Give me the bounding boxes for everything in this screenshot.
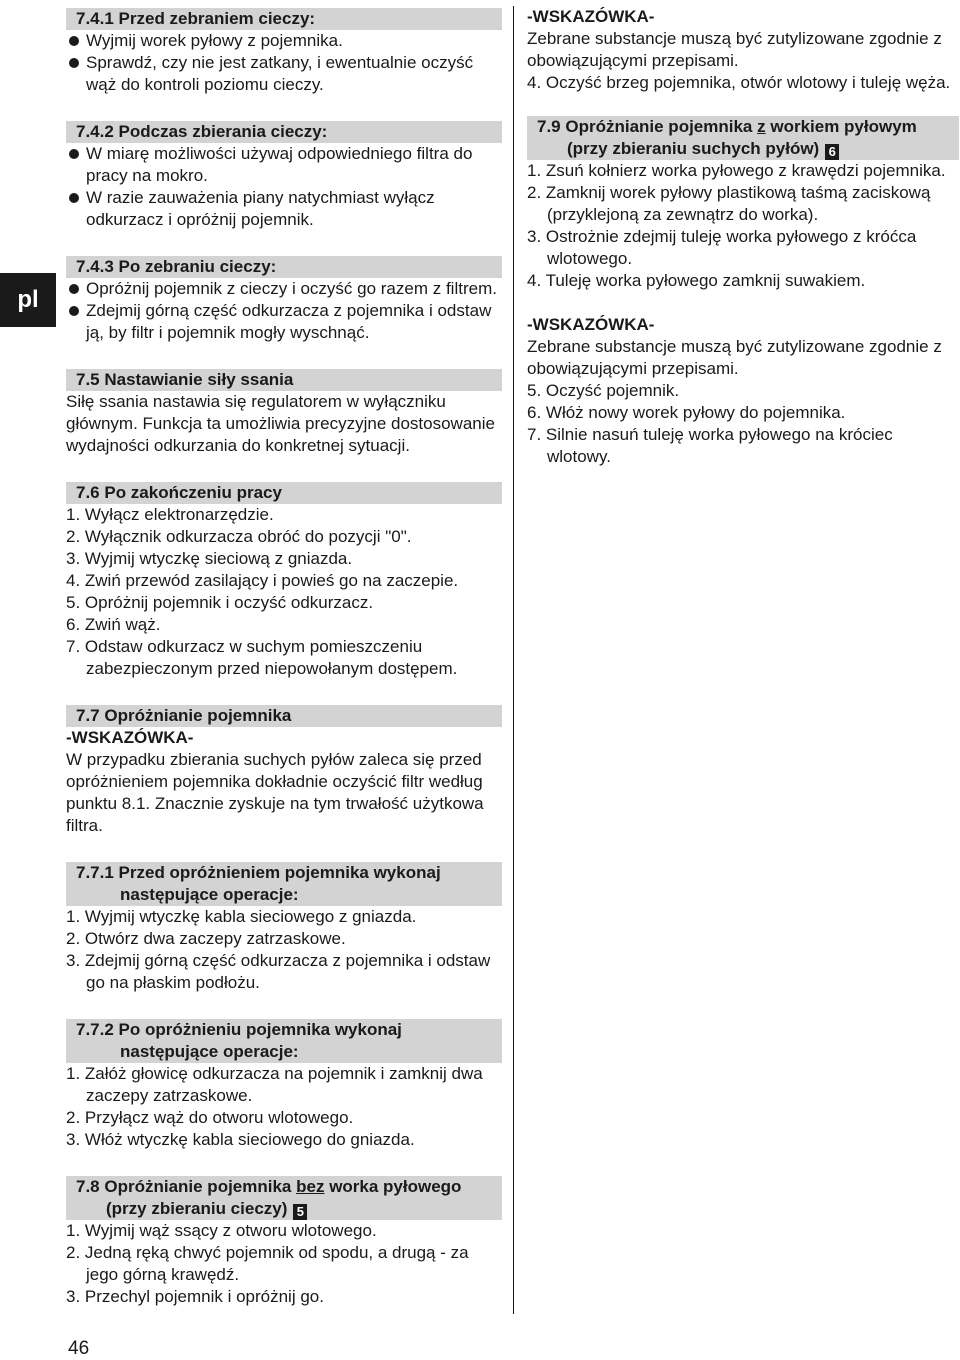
bullet-item: Zdejmij górną część odkurzacza z pojemnika i odstaw ją, by filtr i pojemnik mogły wyschnąć.	[66, 300, 502, 344]
section-7-7-1	[66, 862, 502, 994]
list-item: 3. Wyjmij wtyczkę sieciową z gniazda.	[66, 549, 353, 568]
bullet-item: W miarę możliwości używaj odpowiedniego filtra do pracy na mokro.	[66, 143, 502, 187]
figure-reference-icon: 6	[825, 144, 839, 160]
heading-line	[537, 138, 955, 160]
list-item: 7. Odstaw odkurzacz w suchym pomieszczeniu zabezpieczonym przed niepowołanym dostępem.	[66, 637, 458, 678]
list-item: 3. Przechyl pojemnik i opróżnij go.	[66, 1287, 324, 1306]
section-heading: 7.6 Po zakończeniu pracy	[66, 482, 502, 504]
heading-text: (przy zbieraniu cieczy)	[106, 1199, 288, 1218]
heading-line	[76, 1198, 498, 1220]
heading-emphasis: bez	[296, 1177, 325, 1196]
paragraph: Zebrane substancje muszą być zutylizowane zgodnie z obowiązującymi przepisami.	[527, 29, 942, 70]
paragraph: Zebrane substancje muszą być zutylizowane zgodnie z obowiązującymi przepisami.	[527, 337, 942, 378]
page-number: 46	[68, 1338, 90, 1359]
list-item: 4. Oczyść brzeg pojemnika, otwór wlotowy i tuleję węża.	[527, 73, 951, 92]
list-item: 3. Zdejmij górną część odkurzacza z pojemnika i odstaw go na płaskim podłożu.	[66, 951, 491, 992]
list-item: 1. Wyjmij wtyczkę kabla sieciowego z gniazda.	[66, 907, 417, 926]
section-7-4-3	[66, 256, 502, 344]
list-item: 2. Przyłącz wąż do otworu wlotowego.	[66, 1108, 354, 1127]
section-heading	[66, 1176, 502, 1220]
list-item: 5. Oczyść pojemnik.	[527, 381, 680, 400]
list-item: 6. Włóż nowy worek pyłowy do pojemnika.	[527, 403, 846, 422]
section-7-6	[66, 482, 502, 680]
section-heading: 7.4.3 Po zebraniu cieczy:	[66, 256, 502, 278]
section-7-7	[66, 705, 502, 837]
heading-line: następujące operacje:	[120, 885, 299, 904]
heading-text: (przy zbieraniu suchych pyłów)	[567, 139, 820, 158]
figure-reference-icon: 5	[293, 1204, 307, 1220]
section-heading	[66, 862, 502, 906]
list-item: 7. Silnie nasuń tuleję worka pyłowego na króciec wlotowy.	[527, 425, 893, 466]
left-column	[66, 8, 502, 1333]
section-heading: 7.4.2 Podczas zbierania cieczy:	[66, 121, 502, 143]
note-block	[527, 6, 959, 94]
list-item: 2. Zamknij worek pyłowy plastikową taśmą zaciskową (przyklejoną za zewnątrz do worka).	[527, 183, 931, 224]
section-7-4-1	[66, 8, 502, 96]
language-tab: pl	[0, 273, 56, 327]
note-label: -WSKAZÓWKA-	[527, 7, 655, 26]
list-item: 1. Wyjmij wąż ssący z otworu wlotowego.	[66, 1221, 377, 1240]
bullet-item: Wyjmij worek pyłowy z pojemnika.	[66, 30, 502, 52]
section-heading	[66, 1019, 502, 1063]
heading-text: 7.9 Opróżnianie pojemnika	[537, 117, 758, 136]
section-heading	[527, 116, 959, 160]
bullet-item: Sprawdź, czy nie jest zatkany, i ewentualnie oczyść wąż do kontroli poziomu cieczy.	[66, 52, 502, 96]
heading-line: 7.7.1 Przed opróżnieniem pojemnika wykonaj	[76, 863, 441, 882]
section-7-7-2	[66, 1019, 502, 1151]
list-item: 5. Opróżnij pojemnik i oczyść odkurzacz.	[66, 593, 374, 612]
list-item: 2. Jedną ręką chwyć pojemnik od spodu, a drugą - za jego górną krawędź.	[66, 1243, 469, 1284]
list-item: 2. Otwórz dwa zaczepy zatrzaskowe.	[66, 929, 346, 948]
heading-text: workiem pyłowym	[765, 117, 917, 136]
heading-text: 7.8 Opróżnianie pojemnika	[76, 1177, 297, 1196]
paragraph: W przypadku zbierania suchych pyłów zaleca się przed opróżnieniem pojemnika dokładnie oczyścić filtr według punktu 8.1. Znacznie zyskuje na tym trwałość użytkowa filtra.	[66, 750, 484, 835]
note-label: -WSKAZÓWKA-	[527, 315, 655, 334]
section-heading: 7.5 Nastawianie siły ssania	[66, 369, 502, 391]
list-item: 4. Zwiń przewód zasilający i powieś go na zaczepie.	[66, 571, 459, 590]
list-item: 4. Tuleję worka pyłowego zamknij suwakiem.	[527, 271, 866, 290]
bullet-item: W razie zauważenia piany natychmiast wyłącz odkurzacz i opróżnij pojemnik.	[66, 187, 502, 231]
heading-text: worka pyłowego	[324, 1177, 462, 1196]
list-item: 1. Wyłącz elektronarzędzie.	[66, 505, 274, 524]
column-divider	[513, 6, 514, 1314]
section-7-4-2	[66, 121, 502, 231]
section-7-9	[527, 116, 959, 468]
section-7-8	[66, 1176, 502, 1308]
note-label: -WSKAZÓWKA-	[66, 728, 194, 747]
list-item: 3. Ostrożnie zdejmij tuleję worka pyłowego z króćca wlotowego.	[527, 227, 917, 268]
heading-emphasis: z	[757, 117, 766, 136]
section-heading: 7.4.1 Przed zebraniem cieczy:	[66, 8, 502, 30]
list-item: 2. Wyłącznik odkurzacza obróć do pozycji "0".	[66, 527, 412, 546]
paragraph: Siłę ssania nastawia się regulatorem w wyłączniku głównym. Funkcja ta umożliwia precyzyjne dostosowanie wydajności odkurzania do konkretnej sytuacji.	[66, 392, 495, 455]
list-item: 6. Zwiń wąż.	[66, 615, 161, 634]
list-item: 1. Załóż głowicę odkurzacza na pojemnik i zamknij dwa zaczepy zatrzaskowe.	[66, 1064, 483, 1105]
section-heading: 7.7 Opróżnianie pojemnika	[66, 705, 502, 727]
list-item: 1. Zsuń kołnierz worka pyłowego z krawędzi pojemnika.	[527, 161, 946, 180]
heading-line: 7.7.2 Po opróżnieniu pojemnika wykonaj	[76, 1020, 402, 1039]
heading-line: następujące operacje:	[120, 1042, 299, 1061]
list-item: 3. Włóż wtyczkę kabla sieciowego do gniazda.	[66, 1130, 415, 1149]
right-column	[527, 6, 959, 493]
bullet-item: Opróżnij pojemnik z cieczy i oczyść go razem z filtrem.	[66, 278, 502, 300]
section-7-5	[66, 369, 502, 457]
